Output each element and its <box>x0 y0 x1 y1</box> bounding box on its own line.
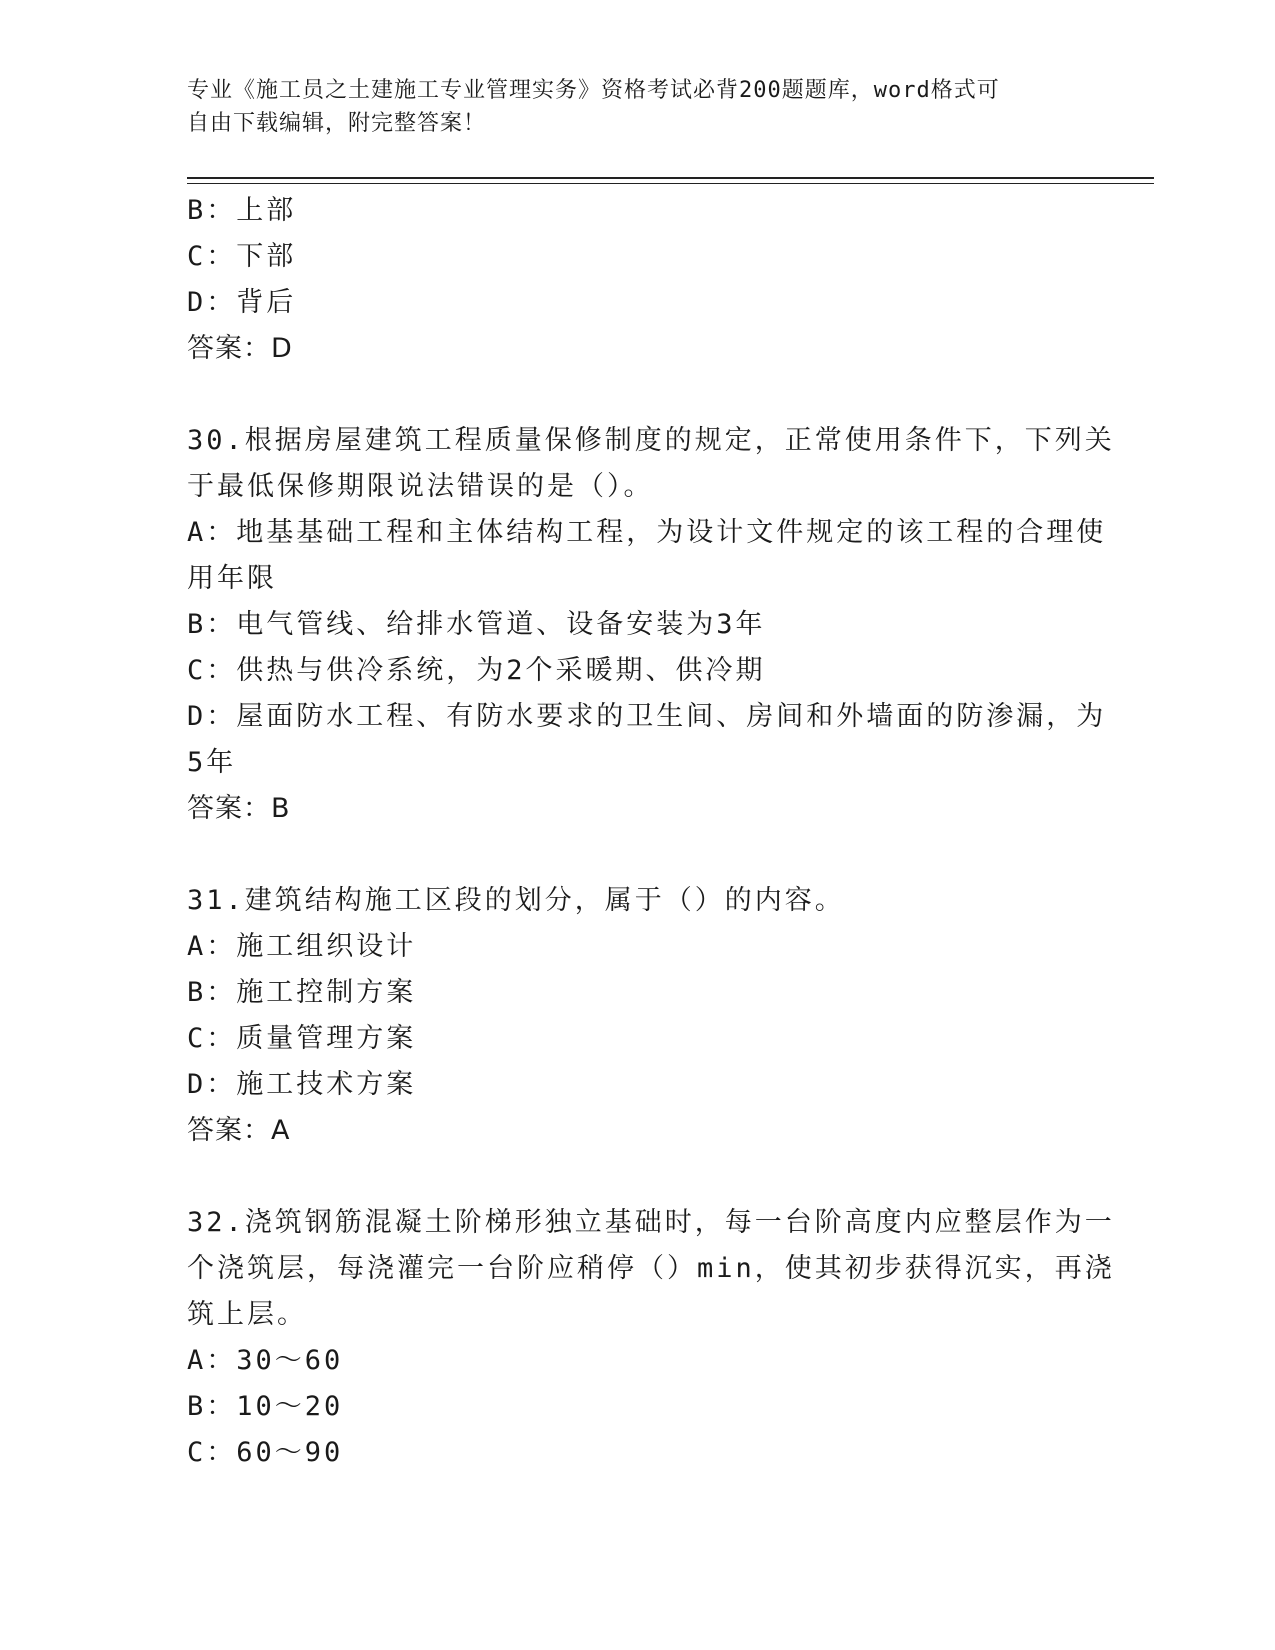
question-stem-line-2: 于最低保修期限说法错误的是（）。 <box>187 471 654 502</box>
header-title-line-1: 专业《施工员之土建施工专业管理实务》资格考试必背200题题库，word格式可 <box>187 78 1000 103</box>
header-divider-thin <box>187 183 1154 184</box>
question-list <box>187 188 1115 1476</box>
spacer <box>187 1154 1087 1200</box>
option-c: C：供热与供冷系统，为2个采暖期、供冷期 <box>187 655 766 686</box>
question-32 <box>187 1200 1115 1476</box>
option-d: D：背后 <box>187 287 297 318</box>
option-d: D：施工技术方案 <box>187 1069 417 1100</box>
option-a: A：30～60 <box>187 1345 344 1376</box>
header-title-line-2: 自由下载编辑，附完整答案！ <box>187 111 487 136</box>
option-b: B：上部 <box>187 195 297 226</box>
spacer <box>187 372 1087 418</box>
spacer <box>187 832 1087 878</box>
page-header <box>187 74 1067 140</box>
question-stem-line-2: 个浇筑层，每浇灌完一台阶应稍停（）min，使其初步获得沉实，再浇 <box>187 1253 1115 1284</box>
option-b: B：电气管线、给排水管道、设备安装为3年 <box>187 609 766 640</box>
option-b: B：施工控制方案 <box>187 977 417 1008</box>
option-c: C：下部 <box>187 241 297 272</box>
answer-line: 答案：D <box>187 333 293 364</box>
option-c: C：质量管理方案 <box>187 1023 417 1054</box>
question-stem-line-1: 30.根据房屋建筑工程质量保修制度的规定，正常使用条件下，下列关 <box>187 425 1115 456</box>
answer-line: 答案：A <box>187 1115 291 1146</box>
option-c: C：60～90 <box>187 1437 344 1468</box>
answer-line: 答案：B <box>187 793 291 824</box>
header-divider-thick <box>187 177 1154 179</box>
option-a-line-1: A：地基基础工程和主体结构工程，为设计文件规定的该工程的合理使 <box>187 517 1107 548</box>
option-d-line-1: D：屋面防水工程、有防水要求的卫生间、房间和外墙面的防渗漏，为 <box>187 701 1107 732</box>
question-stem: 31.建筑结构施工区段的划分，属于（）的内容。 <box>187 885 845 916</box>
option-b: B：10～20 <box>187 1391 344 1422</box>
question-30 <box>187 418 1115 832</box>
question-stem-line-3: 筑上层。 <box>187 1299 307 1330</box>
question-stem-line-1: 32.浇筑钢筋混凝土阶梯形独立基础时，每一台阶高度内应整层作为一 <box>187 1207 1115 1238</box>
option-a: A：施工组织设计 <box>187 931 417 962</box>
option-a-line-2: 用年限 <box>187 563 277 594</box>
question-29-remainder <box>187 188 1087 372</box>
question-31 <box>187 878 1087 1154</box>
option-d-line-2: 5年 <box>187 747 237 778</box>
